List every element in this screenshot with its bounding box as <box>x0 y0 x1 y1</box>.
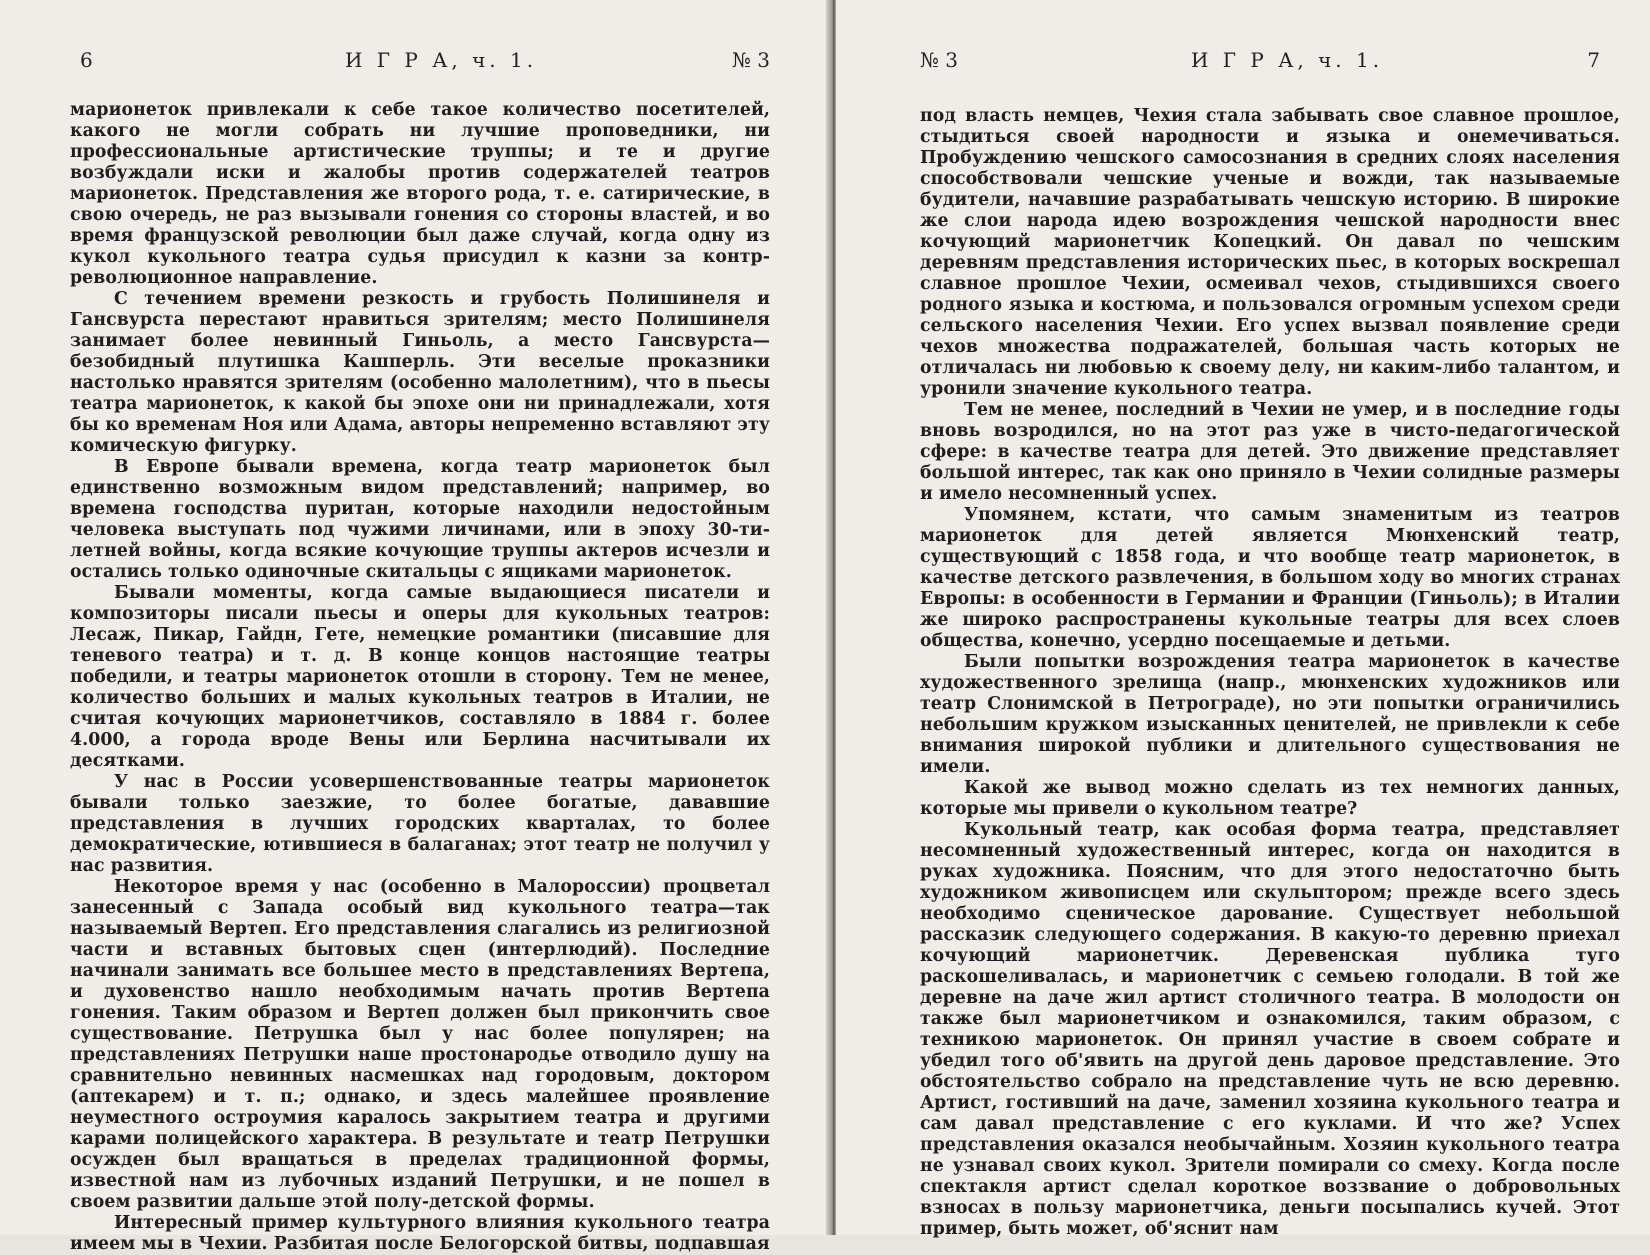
paragraph: В Европе бывали времена, когда театр марионеток был единственно возможным видом представлений; например, во времена господства пуритан, которые находили недостойным человека выступать под чужими личинами, или в эпоху 30-ти-летней войны, когда всякие кочующие труппы актеров исчезли и остались только одиночные скитальцы с ящиками марионеток. <box>70 457 770 582</box>
paragraph: Некоторое время у нас (особенно в Малороссии) процветал занесенный с Запада особый вид кукольного театра—так называемый Вертеп. Его представления слагались из религиозной части и вставных бытовых сцен (интерлюдий). Последние начинали занимать все большее место в представлениях Вертепа, и духовенство нашло необходимым начать против Вертепа гонения. Таким образом и Вертеп должен был прикончить свое существование. Петрушка был у нас более популярен; на представлениях Петрушки наше простонародье отводило душу на сравнительно невинных насмешках над городовым, доктором (аптекарем) и т. п.; однако, и здесь малейшее проявление неуместного остроумия каралось закрытием театра и другими карами полицейского характера. В результате и театр Петрушки осужден был вращаться в пределах традиционной формы, известной нам из лубочных изданий Петрушки, и не пошел в своем развитии дальше этой полу-детской формы. <box>70 877 770 1212</box>
paragraph: Какой же вывод можно сделать из тех немногих данных, которые мы привели о кукольном театре? <box>920 778 1620 819</box>
left-page-body <box>70 100 770 1255</box>
paragraph: Были попытки возрождения театра марионеток в качестве художественного зрелища (напр., мюнхенских художников или театр Слонимской в Петрограде), но эти попытки ограничились небольшим кружком изысканных ценителей, не привлекли к себе внимания широкой публики и длительного существования не имели. <box>920 652 1620 777</box>
page-number: 7 <box>1587 48 1600 72</box>
running-title: И Г Р А, ч. 1. <box>345 48 538 72</box>
paragraph: Кукольный театр, как особая форма театра, представляет несомненный художественный интерес, когда он находится в руках художника. Поясним, что для этого недостаточно быть художником живописцем или скульптором; прежде всего здесь необходимо сценическое дарование. Существует небольшой рассказик следующего содержания. В какую-то деревню приехал кочующий марионетчик. Деревенская публика туго раскошеливалась, и марионетчик с семьею голодали. В той же деревне на даче жил артист столичного театра. В молодости он также был марионетчиком и ознакомился, таким образом, с техникою марионеток. Он принял участие в своем собрате и убедил того об'явить на другой день даровое представление. Это обстоятельство собрало на представление чуть не всю деревню. Артист, гостивший на даче, заменил хозяина кукольного театра и сам давал представление с его куклами. И что же? Успех представления оказался необычайным. Хозяин кукольного театра не узнавал своих кукол. Зрители помирали со смеху. Когда после спектакля артист сделал короткое воззвание о добровольных взносах в пользу марионетчика, деньги посыпались кучей. Этот пример, быть может, об'яснит нам <box>920 820 1620 1239</box>
paragraph: Упомянем, кстати, что самым знаменитым из театров марионеток для детей является Мюнхенский театр, существующий с 1858 года, и что вообще театр марионеток, в качестве детского развлечения, в большом ходу во многих странах Европы: в особенности в Германии и Франции (Гиньоль); в Италии же широко распространены кукольные театры для всех слоев общества, конечно, усердно посещаемые и детьми. <box>920 505 1620 651</box>
issue-number: № 3 <box>920 48 959 72</box>
issue-number: № 3 <box>731 48 770 72</box>
running-title: И Г Р А, ч. 1. <box>1191 48 1384 72</box>
right-page <box>836 0 1650 1239</box>
right-page-body <box>920 106 1620 1240</box>
paragraph: У нас в России усовершенствованные театры марионеток бывали только заезжие, то более богатые, дававшие представления в лучших городских кварталах, то более демократические, ютившиеся в балаганах; этот театр не получил у нас развития. <box>70 772 770 876</box>
paragraph: Тем не менее, последний в Чехии не умер, и в последние годы вновь возродился, но на этот раз уже в чисто-педагогической сфере: в качестве театра для детей. Это движение представляет большой интерес, так как оно приняло в Чехии солидные размеры и имело несомненный успех. <box>920 400 1620 504</box>
page-number: 6 <box>80 48 93 72</box>
paragraph: С течением времени резкость и грубость Полишинеля и Гансвурста перестают нравиться зрителям; место Полишинеля занимает более невинный Гиньоль, а место Гансвурста—безобидный плутишка Кашперль. Эти веселые проказники настолько нравятся зрителям (особенно малолетним), что в пьесы театра марионеток, к какой бы эпохе они ни принадлежали, хотя бы ко временам Ноя или Адама, авторы непременно вставляют эту комическую фигурку. <box>70 289 770 456</box>
paragraph: Интересный пример культурного влияния кукольного театра имеем мы в Чехии. Разбитая после Белогорской битвы, подпавшая <box>70 1213 770 1254</box>
paragraph: Бывали моменты, когда самые выдающиеся писатели и композиторы писали пьесы и оперы для кукольных театров: Лесаж, Пикар, Гайдн, Гете, немецкие романтики (писавшие для теневого театра) и т. д. В конце концов настоящие театры победили, и театры марионеток отошли в сторону. Тем не менее, количество больших и малых кукольных театров в Италии, не считая кочующих марионетчиков, составляло в 1884 г. более 4.000, а города вроде Вены или Берлина насчитывали их десятками. <box>70 583 770 771</box>
paragraph: под власть немцев, Чехия стала забывать свое славное прошлое, стыдиться своей народности и языка и онемечиваться. Пробуждению чешского самосознания в средних слоях населения способствовали чешские ученые и вожди, так называемые будители, начавшие разрабатывать чешскую историю. В широкие же слои народа идею возрождения чешской народности внес кочующий марионетчик Копецкий. Он давал по чешским деревням представления исторических пьес, в которых воскрешал славное прошлое Чехии, осмеивал чехов, стыдившихся своего родного языка и костюма, и пользовался огромным успехом среди сельского населения Чехии. Его успех вызвал появление среди чехов множества подражателей, большая часть которых не отличалась ни любовью к своему делу, ни каким-либо талантом, и уронили значение кукольного театра. <box>920 106 1620 399</box>
paragraph: марионеток привлекали к себе такое количество посетителей, какого не могли собрать ни лучшие проповедники, ни профессиональные артистические труппы; и те и другие возбуждали иски и жалобы против содержателей театров марионеток. Представления же второго рода, т. е. сатирические, в свою очередь, не раз вызывали гонения со стороны властей, и во время французской революции был даже случай, когда одну из кукол кукольного театра судья присудил к казни за контр-революционное направление. <box>70 100 770 288</box>
right-page-header <box>920 48 1600 78</box>
left-page-header <box>80 48 770 78</box>
